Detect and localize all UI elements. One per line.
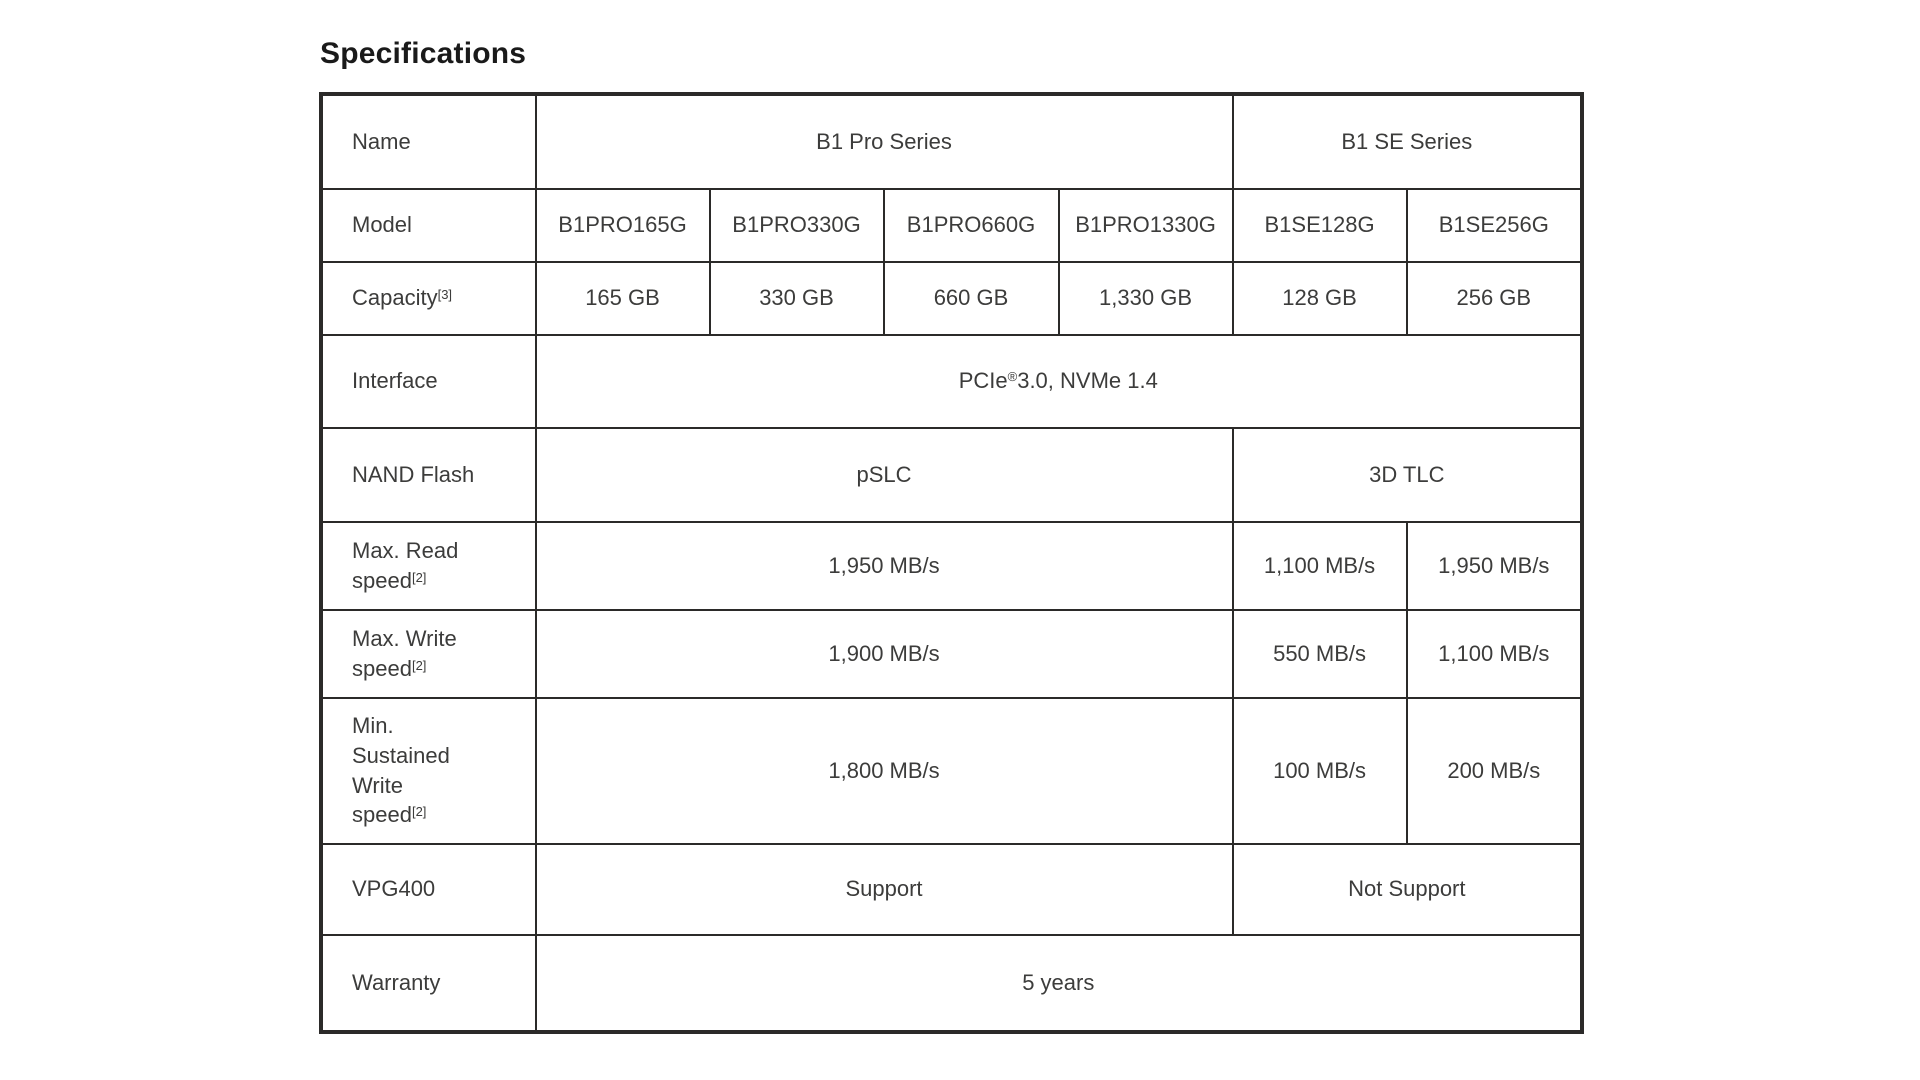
row-label-text: NAND Flash: [352, 461, 475, 487]
row-label-min-sustained-write-speed: [322, 698, 536, 844]
cell-warranty-value: [536, 935, 1582, 1032]
row-label-name: [322, 95, 536, 189]
cell-text: B1PRO1330G: [1075, 212, 1216, 238]
cell-capacity-256gb: [1407, 262, 1582, 335]
row-label-max-read-speed: [322, 522, 536, 610]
row-label-text: Name: [352, 128, 411, 154]
cell-write-se256: [1407, 610, 1582, 698]
row-label-vpg400: [322, 844, 536, 935]
cell-sustained-se256: [1407, 698, 1582, 844]
row-label-text: VPG400: [352, 876, 436, 902]
row-label-warranty: [322, 935, 536, 1032]
cell-text: 3.0, NVMe 1.4: [1017, 368, 1158, 394]
cell-vpg400-pro: [536, 844, 1233, 935]
footnote-marker: [2]: [411, 804, 427, 820]
cell-text: 1,900 MB/s: [828, 640, 940, 666]
cell-read-se128: [1233, 522, 1407, 610]
cell-text: 1,950 MB/s: [1438, 552, 1550, 578]
cell-read-pro: [536, 522, 1233, 610]
cell-text: B1PRO165G: [558, 212, 687, 238]
row-label-text: Max. Read speed: [352, 537, 459, 593]
row-label-nand-flash: [322, 428, 536, 522]
row-label-capacity: [322, 262, 536, 335]
cell-capacity-128gb: [1233, 262, 1407, 335]
cell-read-se256: [1407, 522, 1582, 610]
cell-write-se128: [1233, 610, 1407, 698]
cell-text: 660 GB: [933, 285, 1009, 311]
table-row-vpg400: [322, 844, 1582, 935]
cell-text: 3D TLC: [1369, 461, 1445, 487]
row-label-text: Model: [352, 212, 412, 238]
table-row-model: [322, 189, 1582, 262]
footnote-marker: [3]: [437, 287, 453, 303]
cell-name-pro-series: [536, 95, 1233, 189]
registered-trademark-symbol: ®: [1007, 369, 1018, 385]
cell-text: 100 MB/s: [1273, 757, 1367, 783]
table-row-name: [322, 95, 1582, 189]
cell-text: B1 SE Series: [1341, 128, 1473, 154]
cell-model-b1se256g: [1407, 189, 1582, 262]
row-label-text: Min. Sustained Write speed: [352, 713, 450, 828]
cell-text: 165 GB: [585, 285, 660, 311]
cell-nand-pro: [536, 428, 1233, 522]
specifications-section: [320, 39, 1583, 1033]
row-label-model: [322, 189, 536, 262]
cell-text: 128 GB: [1282, 285, 1357, 311]
row-label-max-write-speed: [322, 610, 536, 698]
cell-text: B1 Pro Series: [816, 128, 952, 154]
cell-model-b1se128g: [1233, 189, 1407, 262]
cell-text: 256 GB: [1456, 285, 1532, 311]
cell-text: 550 MB/s: [1273, 640, 1367, 666]
cell-text: 1,100 MB/s: [1438, 640, 1550, 666]
cell-model-b1pro660g: [884, 189, 1059, 262]
table-row-interface: [322, 335, 1582, 428]
table-row-nand-flash: [322, 428, 1582, 522]
cell-model-b1pro165g: [536, 189, 710, 262]
cell-text: B1SE256G: [1438, 212, 1549, 238]
specifications-table: [320, 93, 1583, 1033]
cell-sustained-se128: [1233, 698, 1407, 844]
cell-text: 1,100 MB/s: [1263, 552, 1376, 578]
row-label-text: Capacity: [352, 285, 438, 311]
cell-capacity-330gb: [710, 262, 884, 335]
cell-sustained-pro: [536, 698, 1233, 844]
cell-capacity-1330gb: [1059, 262, 1233, 335]
cell-text: B1PRO660G: [906, 212, 1036, 238]
cell-model-b1pro330g: [710, 189, 884, 262]
page-title: Specifications: [320, 37, 527, 70]
cell-text: 330 GB: [759, 285, 834, 311]
footnote-marker: [2]: [411, 657, 427, 673]
row-label-text: Interface: [352, 368, 438, 394]
row-label-text: Warranty: [352, 969, 441, 995]
cell-text: 1,800 MB/s: [828, 757, 940, 783]
footnote-marker: [2]: [411, 569, 427, 585]
cell-text: 1,330 GB: [1099, 285, 1192, 311]
cell-text: Support: [845, 876, 923, 902]
cell-capacity-165gb: [536, 262, 710, 335]
cell-text: Not Support: [1348, 876, 1466, 902]
cell-text: 200 MB/s: [1447, 757, 1541, 783]
cell-vpg400-se: [1233, 844, 1582, 935]
table-row-capacity: [322, 262, 1582, 335]
cell-capacity-660gb: [884, 262, 1059, 335]
cell-text: B1PRO330G: [732, 212, 861, 238]
cell-write-pro: [536, 610, 1233, 698]
table-row-warranty: [322, 935, 1582, 1032]
cell-text: B1SE128G: [1264, 212, 1375, 238]
cell-name-se-series: [1233, 95, 1582, 189]
cell-model-b1pro1330g: [1059, 189, 1233, 262]
cell-text: 5 years: [1022, 969, 1095, 995]
table-row-max-write-speed: [322, 610, 1582, 698]
cell-text: pSLC: [856, 461, 912, 487]
table-row-min-sustained-write-speed: [322, 698, 1582, 844]
cell-text: 1,950 MB/s: [828, 552, 940, 578]
table-row-max-read-speed: [322, 522, 1582, 610]
cell-text: PCIe: [958, 368, 1008, 394]
row-label-text: Max. Write speed: [352, 625, 457, 681]
cell-interface-value: [536, 335, 1582, 428]
cell-nand-se: [1233, 428, 1582, 522]
row-label-interface: [322, 335, 536, 428]
